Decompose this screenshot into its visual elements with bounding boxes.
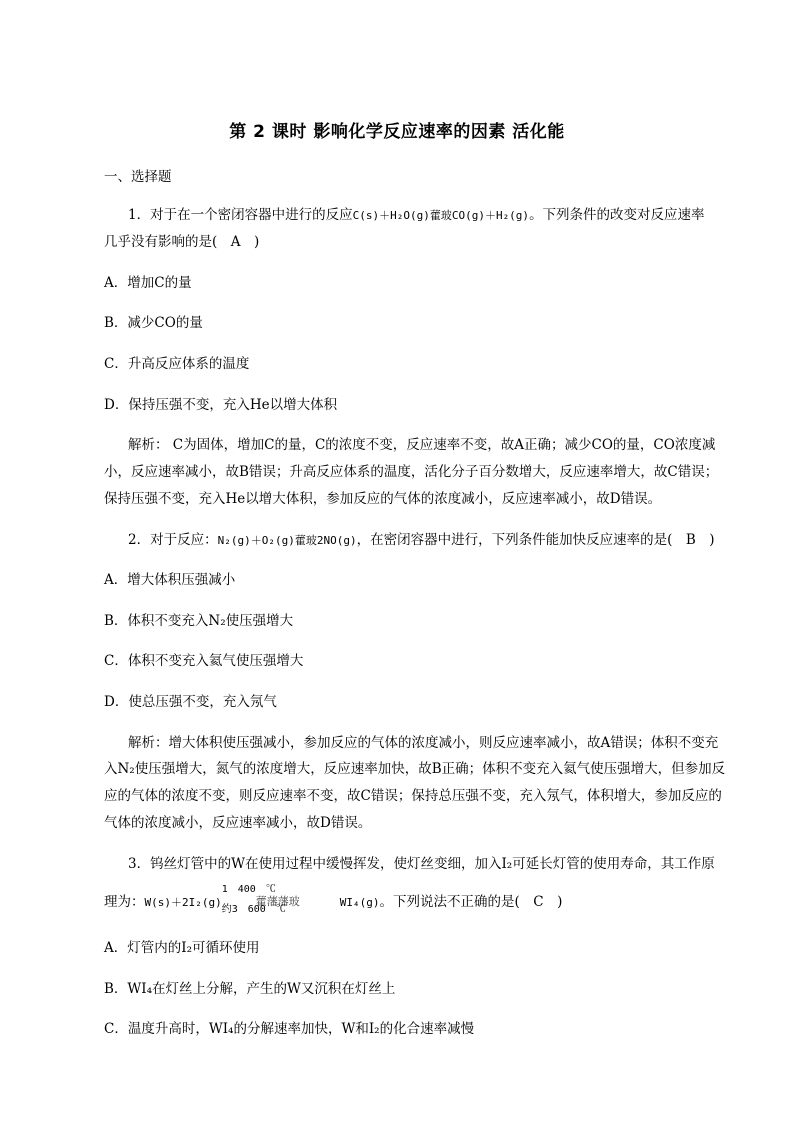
q1-option-c: C．升高反应体系的温度 [104, 356, 250, 372]
question-1-stem-cont: 几乎没有影响的是( A ) [104, 234, 260, 250]
reaction-condition [221, 884, 340, 915]
q2-option-b: B．体积不变充入N₂使压强增大 [104, 613, 294, 629]
q1-analysis-line-2: 小，反应速率减小，故B错误；升高反应体系的温度，活化分子百分数增大，反应速率增大，故C错误； [104, 464, 719, 480]
section-heading: 一、选择题 [104, 169, 172, 185]
q1-analysis-line-1: 解析： C为固体，增加C的量，C的浓度不变，反应速率不变，故A正确；减少CO的量，CO浓度减 [128, 437, 716, 453]
condition-temperature-upper: 1 400 ℃ [221, 884, 276, 895]
equilibrium-arrow: 藿藩藩玻 [255, 895, 300, 908]
equation-products: CO(g)＋H₂(g) [451, 209, 530, 222]
q3-option-a: A．灯管内的I₂可循环使用 [104, 940, 260, 956]
q1-option-a: A．增加C的量 [104, 275, 192, 291]
q2-option-d: D．使总压强不变，充入氖气 [104, 694, 277, 710]
question-1-stem: 1．对于在一个密闭容器中进行的反应C(s)＋H₂O(g)藿玻CO(g)＋H₂(g)。下列条件的改变对反应速率 [128, 207, 705, 223]
q2-analysis-line-3: 应的气体的浓度不变，则反应速率不变，故C错误；保持总压强不变，充入氖气，体积增大，参加反应的 [104, 788, 722, 804]
condition-temperature-lower: 约3 600 ℃ [221, 904, 286, 915]
q2-analysis-line-1: 解析：增大体积使压强减小，参加反应的气体的浓度减小，则反应速率减小，故A错误；体积不变充 [128, 735, 719, 751]
q1-option-d: D．保持压强不变，充入He以增大体积 [104, 397, 338, 413]
question-2-stem: 2．对于反应：N₂(g)＋O₂(g)藿玻2NO(g)，在密闭容器中进行，下列条件能加快反应速率的是( B ) [128, 532, 715, 548]
q3-option-b: B．WI₄在灯丝上分解，产生的W又沉积在灯丝上 [104, 981, 396, 997]
question-3-stem: 3．钨丝灯管中的W在使用过程中缓慢挥发，使灯丝变细，加入I₂可延长灯管的使用寿命，其工作原 [128, 856, 715, 872]
equilibrium-arrow: 藿玻 [429, 209, 452, 222]
equation-products: WI₄(g) [339, 896, 380, 909]
q2-analysis-line-4: 气体的浓度减小，反应速率减小，故D错误。 [104, 815, 372, 831]
equation-products: 2NO(g) [316, 534, 357, 547]
equilibrium-arrow: 藿玻 [294, 534, 317, 547]
equation-reactants: W(s)＋2I₂(g) [144, 896, 222, 909]
q2-option-c: C．体积不变充入氦气使压强增大 [104, 653, 304, 669]
question-3-stem-cont: 理为：W(s)＋2I₂(g) 1 400 ℃ 藿藩藩玻 约3 600 ℃ WI₄(g)。下列说法不正确的是( C ) [104, 892, 562, 913]
q2-analysis-line-2: 入N₂使压强增大，氮气的浓度增大，反应速率加快，故B正确；体积不变充入氦气使压强增大，但参加反 [104, 761, 726, 777]
equation-reactants: N₂(g)＋O₂(g) [217, 534, 295, 547]
q3-option-c: C．温度升高时，WI₄的分解速率加快，W和I₂的化合速率减慢 [104, 1021, 475, 1037]
q1-analysis-line-3: 保持压强不变，充入He以增大体积，参加反应的气体的浓度减小，反应速率减小，故D错误。 [104, 491, 662, 507]
equation-reactants: C(s)＋H₂O(g) [352, 209, 430, 222]
q1-option-b: B．减少CO的量 [104, 315, 203, 331]
q2-option-a: A．增大体积压强减小 [104, 572, 236, 588]
page-title: 第 2 课时 影响化学反应速率的因素 活化能 [229, 122, 565, 142]
